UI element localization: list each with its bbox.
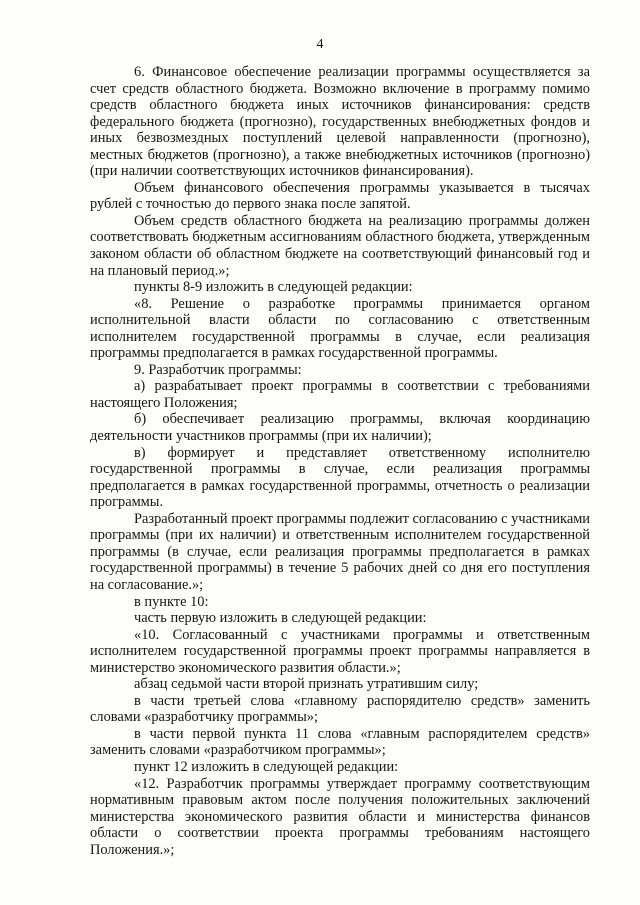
paragraph-part-one: часть первую изложить в следующей редакции:: [134, 610, 427, 627]
paragraph-budget-volume: Объем средств областного бюджета на реализацию программы должен соответствовать бюджетным ассигнованиям областного бюджета, утвержденным законом области об областном бюджете на соответствующий финансовый год и на плановый период.»;: [90, 212, 590, 279]
paragraph-point-12: пункт 12 изложить в следующей редакции:: [134, 758, 399, 775]
paragraph-financing: 6. Финансовое обеспечение реализации программы осуществляется за счет средств областного бюджета. Возможно включение в программу помимо средств областного бюджета иных источников финансирования: средств федерального бюджета (прогнозно), государственных внебюджетных фондов и иных безвозмездных поступлений целевой направленности (прогнозно), местных бюджетов (прогнозно), а также внебюджетных источников (прогнозно) (при наличии соответствующих источников финансирования).: [90, 64, 590, 180]
paragraph-point-9b: б) обеспечивает реализацию программы, включая координацию деятельности участников программы (при их наличии);: [90, 411, 590, 445]
paragraph-point-8: «8. Решение о разработке программы принимается органом исполнительной власти области по согласованию с ответственным исполнителем государственной программы в случае, если реализация программы предполагается в рамках государственной программы.: [90, 295, 590, 362]
paragraph-point-9c: в) формирует и представляет ответственному исполнителю государственной программы в случае, если реализация программы предполагается в рамках государственной программы, отчетность о реализации программы.: [90, 444, 590, 511]
paragraph-part-three: в части третьей слова «главному распорядителю средств» заменить словами «разработчику программы»;: [90, 692, 590, 726]
paragraph-point-9a: а) разрабатывает проект программы в соответствии с требованиями настоящего Положения;: [90, 378, 590, 411]
paragraph-draft-approval: Разработанный проект программы подлежит согласованию с участниками программы (при их наличии) и ответственным исполнителем государственной программы (в случае, если реализация программы предполагается в рамках государственной программы) в течение 5 рабочих дней со дня его поступления на согласование.»;: [90, 510, 591, 593]
paragraph-point-12-text: «12. Разработчик программы утверждает программу соответствующим нормативным правовым актом после получения положительных заключений министерства экономического развития области и министерства финансов области о соответствии проекта программы требованиям настоящего Положения.»;: [90, 775, 590, 858]
paragraph-seventh-abzac: абзац седьмой части второй признать утратившим силу;: [134, 676, 479, 693]
document-body: [90, 64, 590, 858]
paragraph-point-11: в части первой пункта 11 слова «главным распорядителем средств» заменить словами «разработчиком программы»;: [90, 725, 590, 759]
paragraph-point-10-text: «10. Согласованный с участниками программы и ответственным исполнителем государственной программы проект программы направляется в министерство экономического развития области.»;: [90, 626, 590, 676]
paragraph-point-10: в пункте 10:: [134, 593, 209, 610]
paragraph-points-8-9: пункты 8-9 изложить в следующей редакции:: [134, 279, 413, 296]
page-number: 4: [316, 37, 324, 52]
paragraph-point-9: 9. Разработчик программы:: [134, 361, 302, 378]
paragraph-financing-volume: Объем финансового обеспечения программы указывается в тысячах рублей с точностью до первого знака после запятой.: [90, 179, 590, 213]
